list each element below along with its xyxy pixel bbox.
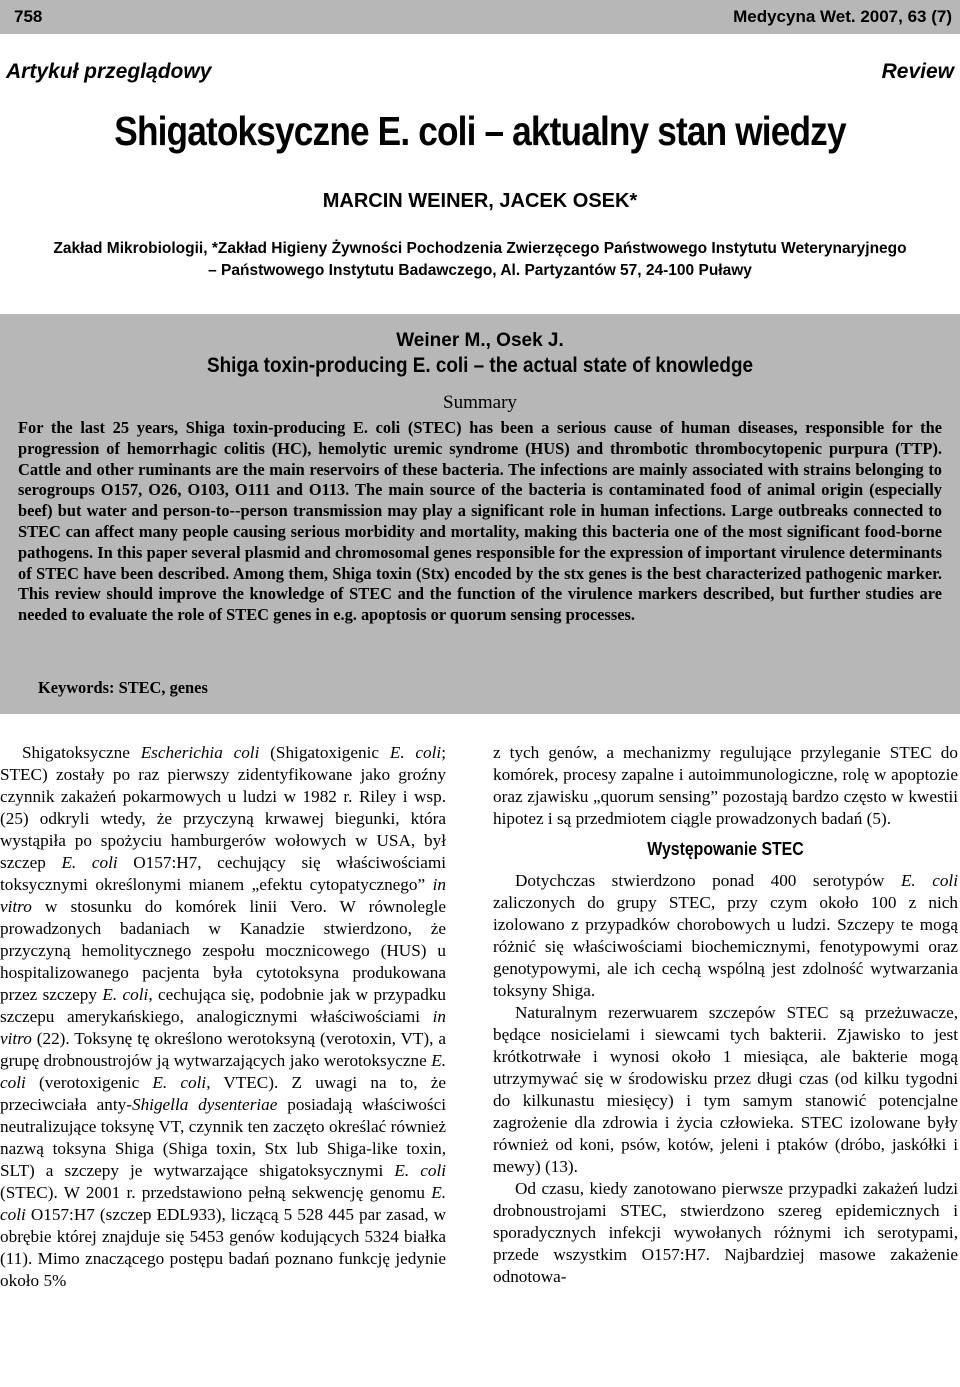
affiliation-line-2: – Państwowego Instytutu Badawczego, Al. Partyzantów 57, 24-100 Puławy [208,262,752,279]
summary-authors: Weiner M., Osek J. [396,330,564,351]
section-heading-occurrence: Występowanie STEC [647,839,804,859]
summary-title: Shiga toxin-producing E. coli – the actual state of knowledge [206,354,754,377]
body-paragraph: Dotychczas stwierdzono ponad 400 serotypów E. coli zaliczonych do grupy STEC, przy czym około 100 z nich izolowano z przypadków chorobowych u ludzi. Szczepy te mogą różnić się właściwościami biochemicznymi, fenotypowymi oraz genotypowymi, ale ich cechą wspólną jest zdolność wytwarzania toksyny Shiga. [493,871,958,1000]
article-title: Shigatoksyczne E. coli – aktualny stan wiedzy [114,108,846,154]
author-affiliation [0,238,960,282]
journal-citation: Medycyna Wet. 2007, 63 (7) [733,7,952,26]
page-header [0,0,960,34]
body-column-left [0,742,446,1292]
summary-heading: Summary [443,392,517,413]
body-column-right [493,742,958,1288]
page-number: 758 [14,7,43,26]
summary-abstract: For the last 25 years, Shiga toxin-producing E. coli (STEC) has been a serious cause of human diseases, responsible for the progression of hemorrhagic colitis (HC), hemolytic uremic syndrome (HUS) and thrombotic thrombocytopenic purpura (TTP). Cattle and other ruminants are the main reservoirs of these bacteria. The infections are mainly associated with strains belonging to serogroups O157, O26, O103, O111 and O113. The main source of the bacteria is contaminated food of animal origin (especially beef) but water and person-to--person transmission may play a significant role in human infections. Large outbreaks connected to STEC can affect many people causing serious morbidity and mortality, making this bacteria one of the most significant food-borne pathogens. In this paper several plasmid and chromosomal genes responsible for the expression of important virulence determinants of STEC have been described. Among them, Shiga toxin (Stx) encoded by the stx genes is the best characterized pathogenic marker. This review should improve the knowledge of STEC and the function of the virulence markers described, but further studies are needed to evaluate the role of STEC genes in e.g. apoptosis or quorum sensing processes. [18,418,942,625]
summary-keywords: Keywords: STEC, genes [38,678,208,697]
section-label-polish: Artykuł przeglądowy [6,60,212,83]
body-paragraph: Naturalnym rezerwuarem szczepów STEC są przeżuwacze, będące nosicielami i siewcami tych bakterii. Zjawisko to jest krótkotrwałe i wynosi około 1 miesiąca, ale bakterie mogą utrzymywać się w środowisku przez długi czas (od kilku tygodni do kilkunastu miesięcy) i tym samym stanowić potencjalne zagrożenie dla zdrowia i życia człowieka. STEC izolowane były również od koni, psów, kotów, jeleni i ptaków (dróbo, jaskółki i mewy) (13). [493,1003,958,1176]
affiliation-line-1: Zakład Mikrobiologii, *Zakład Higieny Żywności Pochodzenia Zwierzęcego Państwowego Instytutu Weterynaryjnego [53,240,907,257]
article-authors: MARCIN WEINER, JACEK OSEK* [322,190,638,212]
english-summary-box [0,314,960,714]
body-paragraph-continued: z tych genów, a mechanizmy regulujące przyleganie STEC do komórek, procesy zapalne i autoimmunologiczne, rolę w apoptozie oraz zjawisku „quorum sensing” pozostają bardzo często w kwestii hipotez i są przedmiotem ciągle prowadzonych badań (5). [493,743,958,828]
section-label-english: Review [881,60,954,83]
body-paragraph: Shigatoksyczne Escherichia coli (Shigatoxigenic E. coli; STEC) zostały po raz pierwszy zidentyfikowane jako groźny czynnik zakażeń pokarmowych u ludzi w 1982 r. Riley i wsp. (25) odkryli wtedy, że przyczyną krwawej biegunki, która wystąpiła po spożyciu hamburgerów wołowych w USA, był szczep E. coli O157:H7, cechujący się właściwościami toksycznymi określonymi mianem „efektu cytopatycznego” in vitro w stosunku do komórek linii Vero. W równolegle prowadzonych badaniach w Kanadzie stwierdzono, że przyczyną hemolitycznego zespołu mocznicowego (HUS) u hospitalizowanego pacjenta była cytotoksyna produkowana przez szczepy E. coli, cechująca się, podobnie jak w przypadku szczepu amerykańskiego, analogicznymi właściwościami in vitro (22). Toksynę tę określono werotoksyną (verotoxin, VT), a grupę drobnoustrojów ją wytwarzających jako werotoksyczne E. coli (verotoxigenic E. coli, VTEC). Z uwagi na to, że przeciwciała anty-Shigella dysenteriae posiadają właściwości neutralizujące toksynę VT, czynnik ten zaczęto określać również nazwą toksyna Shiga (Shiga toxin, Stx lub Shiga-like toxin, SLT) a szczepy je wytwarzające shigatoksycznymi E. coli (STEC). W 2001 r. przedstawiono pełną sekwencję genomu E. coli O157:H7 (szczep EDL933), liczącą 5 528 445 par zasad, w obrębie której znajduje się 5453 genów kodujących 5324 białka (11). Mimo znaczącego postępu badań poznano funkcję jedynie około 5% [0,743,446,1290]
body-paragraph: Od czasu, kiedy zanotowano pierwsze przypadki zakażeń ludzi drobnoustrojami STEC, stwierdzono szereg epidemicznych i sporadycznych infekcji wywołanych różnymi ich serotypami, przede wszystkim O157:H7. Najbardziej masowe zakażenie odnotowa- [493,1179,958,1286]
